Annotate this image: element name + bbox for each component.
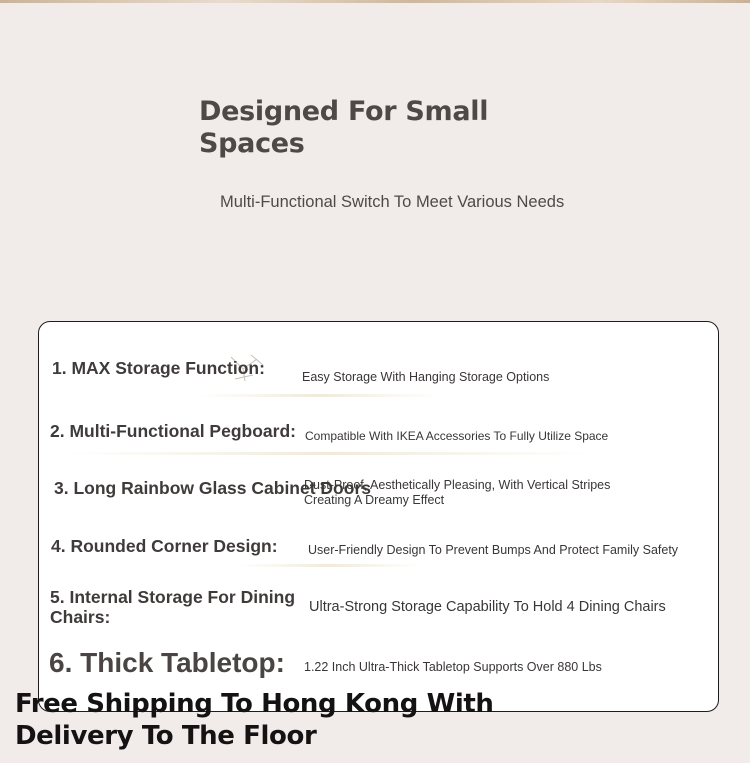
shipping-banner: Free Shipping To Hong Kong With Delivery To The Floor — [15, 689, 494, 751]
feature-desc-chair-storage: Ultra-Strong Storage Capability To Hold 4 Dining Chairs — [309, 599, 666, 615]
background-streak — [199, 394, 439, 397]
feature-desc-rounded-corners: User-Friendly Design To Prevent Bumps And Protect Family Safety — [308, 543, 679, 557]
feature-desc-glass-doors: Dust-Proof, Aesthetically Pleasing, With Vertical Stripes Creating A Dreamy Effect — [304, 478, 611, 507]
feature-title-chair-storage: 5. Internal Storage For Dining Chairs: — [50, 587, 296, 627]
background-streak — [239, 564, 419, 567]
feature-title-glass-doors: 3. Long Rainbow Glass Cabinet Doors — [54, 478, 371, 498]
feature-title-rounded-corners: 4. Rounded Corner Design: — [51, 536, 278, 556]
feature-desc-thick-tabletop: 1.22 Inch Ultra-Thick Tabletop Supports Over 880 Lbs — [304, 660, 602, 674]
feature-title-thick-tabletop: 6. Thick Tabletop: — [49, 647, 285, 678]
features-panel — [38, 321, 719, 712]
section-subheading: Multi-Functional Switch To Meet Various Needs — [220, 193, 565, 211]
section-heading: Designed For Small Spaces — [199, 96, 489, 159]
feature-desc-max-storage: Easy Storage With Hanging Storage Options — [302, 370, 550, 384]
feature-title-pegboard: 2. Multi-Functional Pegboard: — [50, 421, 296, 441]
feature-title-max-storage: 1. MAX Storage Function: — [52, 358, 265, 378]
product-image-top-edge — [0, 0, 750, 3]
background-streak — [69, 452, 589, 455]
feature-desc-pegboard: Compatible With IKEA Accessories To Fully Utilize Space — [305, 429, 609, 443]
